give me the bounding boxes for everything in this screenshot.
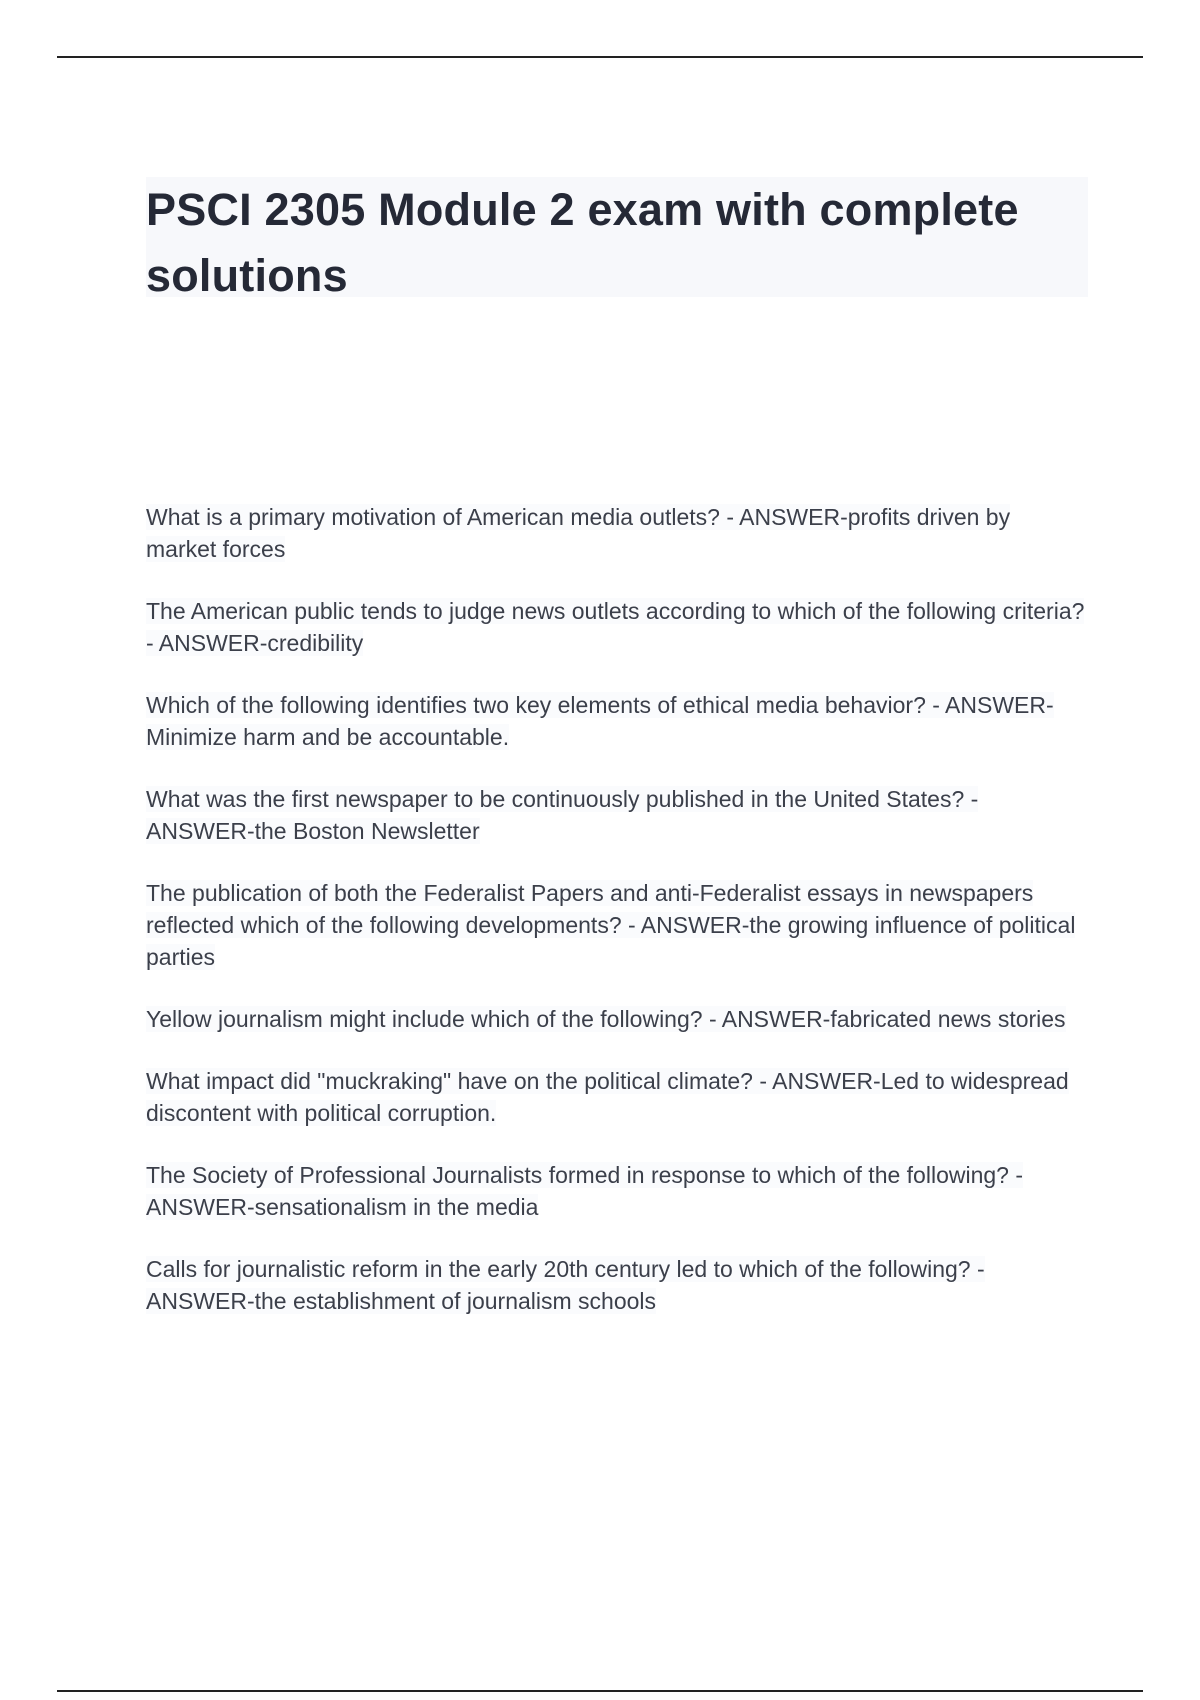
qa-item [146,1253,1086,1317]
qa-item [146,783,1086,847]
qa-item [146,1065,1086,1129]
qa-item [146,501,1086,565]
qa-text: The publication of both the Federalist Papers and anti-Federalist essays in newspapers reflected which of the following developments? - ANSWER-the growing influence of political parties [146,880,1076,970]
qa-item [146,595,1086,659]
qa-text: What is a primary motivation of American media outlets? - ANSWER-profits driven by market forces [146,504,1011,562]
qa-item [146,877,1086,973]
qa-item [146,689,1086,753]
qa-item [146,1159,1086,1223]
qa-item [146,1003,1086,1035]
qa-text: Which of the following identifies two key elements of ethical media behavior? - ANSWER-Minimize harm and be accountable. [146,692,1054,750]
qa-text: The American public tends to judge news outlets according to which of the following criteria? - ANSWER-credibility [146,598,1085,656]
top-divider [57,56,1143,58]
document-title: PSCI 2305 Module 2 exam with complete solutions [146,184,1019,301]
qa-list [146,501,1086,1347]
qa-text: What was the first newspaper to be continuously published in the United States? - ANSWER-the Boston Newsletter [146,786,979,844]
qa-text: The Society of Professional Journalists formed in response to which of the following? - ANSWER-sensationalism in the media [146,1162,1023,1220]
title-block [146,177,1088,301]
bottom-divider [57,1690,1143,1692]
qa-text: Calls for journalistic reform in the early 20th century led to which of the following? - ANSWER-the establishment of journalism schools [146,1256,985,1314]
qa-text: What impact did "muckraking" have on the political climate? - ANSWER-Led to widespread discontent with political corruption. [146,1068,1069,1126]
qa-text: Yellow journalism might include which of the following? - ANSWER-fabricated news stories [146,1006,1066,1032]
